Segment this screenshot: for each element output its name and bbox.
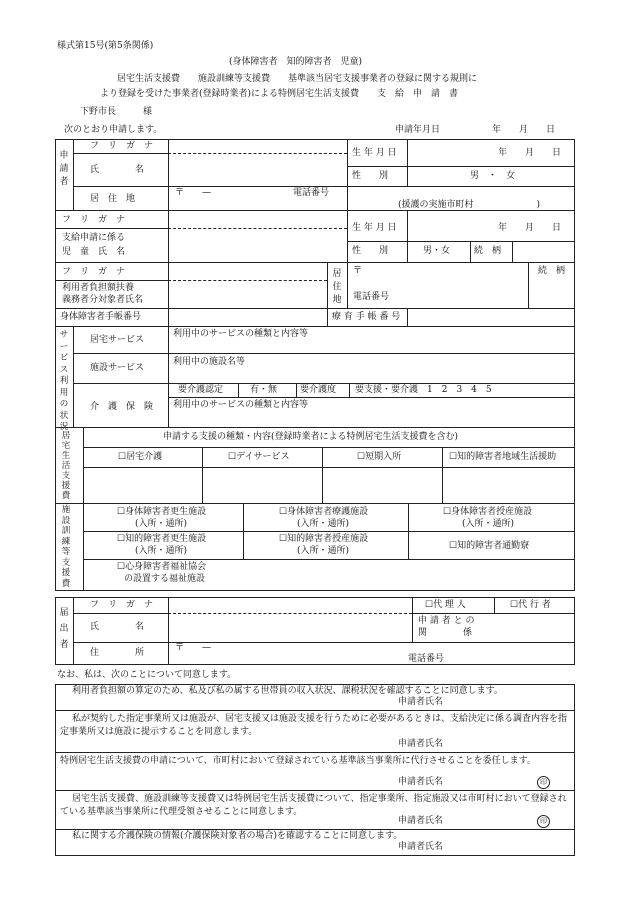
home-service-text: 利用中のサービスの種類と内容等 <box>173 329 309 339</box>
submitter-postal[interactable]: 〒 — <box>175 643 212 653</box>
applicant-name-label: 氏 名 <box>90 165 145 175</box>
submitter-section-label: 届出者 <box>59 608 69 650</box>
consent-sign-3: 申請者氏名 <box>398 816 444 826</box>
physical-handbook-label: 身体障害者手帳番号 <box>60 312 142 322</box>
care-insurance-label: 介 護 保 険 <box>90 402 154 412</box>
child-relation-label: 続 柄 <box>474 246 502 256</box>
date-label: 申請年月日 <box>395 125 441 135</box>
facility-support-section: 施設訓練等支援費 <box>61 505 71 589</box>
proxy-checkbox[interactable]: ☐代 行 者 <box>510 600 551 610</box>
home-support-section: 居宅生活支援費 <box>61 431 71 501</box>
child-label-1: 支給申請に係る <box>62 233 126 243</box>
facility-item-6-detail: の設置する福祉施設 <box>124 574 206 584</box>
submitter-address-label: 住 所 <box>90 648 145 658</box>
consent-intro: なお、私は、次のことについて同意します。 <box>57 670 237 680</box>
applicant-municipality-note: (援護の実施市町村 ) <box>398 200 541 210</box>
consent-sign-0: 申請者氏名 <box>398 697 444 707</box>
facility-item-6[interactable]: ☐心身障害者福祉協会 <box>117 562 207 572</box>
facility-item-1[interactable]: ☐身体障害者療護施設 <box>279 507 369 517</box>
applicant-address-label: 居 住 地 <box>90 194 136 204</box>
facility-item-4-type: (入所・通所) <box>297 546 350 556</box>
home-support-item-0[interactable]: ☐居宅介護 <box>118 452 163 462</box>
care-cert-options[interactable]: 有・無 <box>250 385 278 395</box>
facility-item-2[interactable]: ☐身体障害者授産施設 <box>443 507 533 517</box>
consent-sign-2: 申請者氏名 <box>398 777 444 787</box>
title-line-1: 居宅生活支援費 施設訓練等支援費 基準該当居宅支援事業者の登録に関する規則に <box>117 74 478 84</box>
consent-sign-1: 申請者氏名 <box>398 739 444 749</box>
consent-item-2: 特例居宅生活支援費の申請について、市町村において登録されている基準該当事業所に代行させることを委任します。 <box>60 756 536 766</box>
facility-item-3-type: (入所・通所) <box>135 546 188 556</box>
care-level-label: 要介護度 <box>300 385 337 395</box>
consent-item-1: 私が契約した指定事業所又は施設が、居宅支援又は施設支援を行うために必要があるときは、支給決定に係る調査内容を指定事業所又は施設に提示することを同意します。 <box>60 714 568 737</box>
obligor-residence-label: 居住地 <box>332 269 342 305</box>
home-support-item-3[interactable]: ☐知的障害者地域生活援助 <box>449 452 557 462</box>
obligor-label-2: 義務者分対象者氏名 <box>62 295 144 305</box>
applicant-section-label: 申請者 <box>59 151 69 187</box>
facility-service-text: 利用中の施設名等 <box>173 357 246 367</box>
facility-service-label: 施設サービス <box>90 363 145 373</box>
seal-mark-2: 印 <box>537 776 550 789</box>
obligor-relation-label: 続 柄 <box>538 266 566 276</box>
consent-item-0: 利用者負担額の算定のため、私及び私の属する世帯員の収入状況、課税状況を確認することに同意します。 <box>72 686 503 696</box>
relation-label-1: 申 請 者 と の <box>418 616 475 626</box>
facility-item-0-type: (入所・通所) <box>135 519 188 529</box>
date-fields: 年 月 日 <box>492 125 556 135</box>
agent-checkbox[interactable]: ☐代 理 人 <box>425 600 466 610</box>
consent-sign-4: 申請者氏名 <box>398 842 444 852</box>
obligor-label-1: 利用者負担額扶養 <box>62 283 135 293</box>
intro-text: 次のとおり申請します。 <box>64 125 163 135</box>
facility-item-1-type: (入所・通所) <box>297 519 350 529</box>
obligor-furigana-label: フ リ ガ ナ <box>62 267 126 277</box>
seal-mark-3: 印 <box>537 815 550 828</box>
service-status-section: サービス利用の状況 <box>59 330 69 432</box>
care-level-options[interactable]: 要支援・要介護 1 2 3 4 5 <box>355 385 492 395</box>
title-line-2: より登録を受けた事業者(登録時業者)による特例居宅生活支援費 支 給 申 請 書 <box>100 89 459 99</box>
facility-item-2-type: (入所・通所) <box>462 519 515 529</box>
home-support-item-1[interactable]: ☐デイサービス <box>228 452 290 462</box>
applicant-furigana-label: フ リ ガ ナ <box>90 141 154 151</box>
applicant-postal[interactable]: 〒 — <box>175 188 212 198</box>
submitter-name-label: 氏 名 <box>90 622 145 632</box>
category-line: (身体障害者 知的障害者 児童) <box>229 57 363 67</box>
facility-item-3[interactable]: ☐知的障害者更生施設 <box>117 534 207 544</box>
child-label-2: 児 童 氏 名 <box>62 247 126 257</box>
applicant-sex-options[interactable]: 男 ・ 女 <box>470 171 516 181</box>
consent-item-3: 居宅生活支援費、施設訓練等支援費又は特例居宅生活支援費について、指定事業所、指定施設又は市町村において登録されている基準該当事業所に代理受領させることに同意します。 <box>60 794 567 817</box>
applicant-sex-label: 性 別 <box>352 171 389 181</box>
obligor-postal[interactable]: 〒 <box>353 266 363 276</box>
consent-item-4: 私に関する介護保険の情報(介護保険対象者の場合)を確認することに同意します。 <box>72 831 403 841</box>
child-dob-fields: 年 月 日 <box>498 223 562 233</box>
applicant-dob-fields: 年 月 日 <box>498 148 562 158</box>
applicant-phone-label: 電話番号 <box>293 188 330 198</box>
submitter-phone-label: 電話番号 <box>408 654 445 664</box>
care-cert-label: 要介護認定 <box>178 385 224 395</box>
facility-item-0[interactable]: ☐身体障害者更生施設 <box>117 507 207 517</box>
child-dob-label: 生 年 月 日 <box>352 223 397 233</box>
facility-item-4[interactable]: ☐知的障害者授産施設 <box>279 534 369 544</box>
child-sex-options[interactable]: 男・女 <box>423 246 451 256</box>
child-sex-label: 性 別 <box>352 246 389 256</box>
submitter-furigana-label: フ リ ガ ナ <box>90 600 154 610</box>
form-number: 様式第15号(第5条関係) <box>57 41 154 51</box>
home-support-item-2[interactable]: ☐短期入所 <box>357 452 402 462</box>
child-furigana-label: フ リ ガ ナ <box>62 215 126 225</box>
care-service-text: 利用中のサービスの種類と内容等 <box>173 400 309 410</box>
home-service-label: 居宅サービス <box>90 335 145 345</box>
applicant-dob-label: 生 年 月 日 <box>352 148 397 158</box>
addressee: 下野市長 様 <box>80 107 153 117</box>
rehab-handbook-label: 療 育 手 帳 番 号 <box>332 312 401 322</box>
home-support-header: 申請する支援の種類・内容(登録時業者による特例居宅生活支援費を含む) <box>163 432 459 442</box>
facility-item-5[interactable]: ☐知的障害者通勤寮 <box>449 541 530 551</box>
obligor-phone-label: 電話番号 <box>353 292 390 302</box>
relation-label-2: 関 係 <box>418 628 473 638</box>
